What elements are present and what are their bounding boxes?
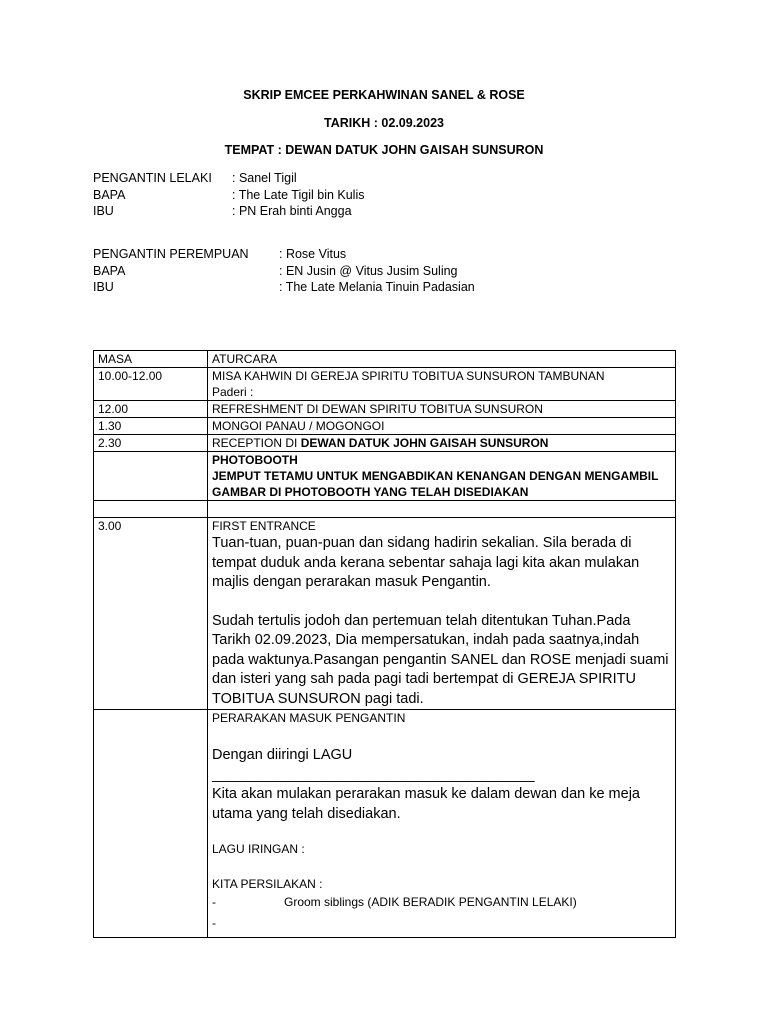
row-event	[208, 435, 676, 452]
row-time: 1.30	[94, 418, 208, 435]
groom-row	[93, 170, 593, 187]
first-entrance-para1: Tuan-tuan, puan-puan dan sidang hadirin sekalian. Sila berada di tempat duduk anda kerana sebentar sahaja lagi kita akan mulakan majlis dengan perarakan masuk Pengantin.	[212, 535, 640, 590]
groom-label: PENGANTIN LELAKI	[93, 171, 212, 185]
bride-row	[93, 246, 593, 263]
bride-mother-row	[93, 279, 593, 296]
groom-father-row	[93, 187, 593, 204]
groom-father-label: BAPA	[93, 187, 126, 202]
event-venue: DEWAN DATUK JOHN GAISAH SUNSURON	[300, 436, 549, 450]
row-event	[208, 518, 676, 710]
row-time: 12.00	[94, 401, 208, 418]
row-time: 10.00-12.00	[94, 368, 208, 401]
row-event	[208, 501, 676, 518]
groom-father-value: : The Late Tigil bin Kulis	[232, 187, 365, 202]
event-prefix: RECEPTION DI	[212, 436, 301, 450]
table-row	[94, 518, 676, 710]
table-row	[94, 401, 676, 418]
table-row	[94, 435, 676, 452]
row-time: 3.00	[94, 518, 208, 710]
bride-mother-label: IBU	[93, 280, 114, 294]
groom-mother-label: IBU	[93, 204, 114, 218]
row-event	[208, 452, 676, 501]
kita-persilakan: KITA PERSILAKAN :	[212, 877, 323, 891]
row-time	[94, 501, 208, 518]
table-row	[94, 418, 676, 435]
row-event	[208, 368, 676, 401]
dash-marker: -	[212, 895, 216, 909]
song-line: Dengan diiringi LAGU ________________________________________	[212, 747, 535, 783]
header-aturcara: ATURCARA	[208, 351, 676, 368]
bride-father-row	[93, 263, 593, 280]
schedule-table	[93, 350, 676, 938]
lagu-iringan: LAGU IRINGAN :	[212, 842, 305, 856]
document-date: TARIKH : 02.09.2023	[324, 116, 444, 130]
row-event: MONGOI PANAU / MOGONGOI	[208, 418, 676, 435]
row-event	[208, 710, 676, 938]
groom-mother-row	[93, 203, 593, 220]
bride-father-value: : EN Jusin @ Vitus Jusim Suling	[279, 263, 458, 278]
table-header-row	[94, 351, 676, 368]
event-text: MISA KAHWIN DI GEREJA SPIRITU TOBITUA SUNSURON TAMBUNAN	[212, 369, 605, 383]
list-item-text: Groom siblings (ADIK BERADIK PENGANTIN LELAKI)	[284, 895, 577, 909]
groom-mother-value: : PN Erah binti Angga	[232, 204, 352, 218]
bride-mother-value: : The Late Melania Tinuin Padasian	[279, 280, 475, 294]
list-item	[212, 894, 671, 912]
event-priest: Paderi :	[212, 385, 254, 399]
row-event: REFRESHMENT DI DEWAN SPIRITU TOBITUA SUNSURON	[208, 401, 676, 418]
bride-label: PENGANTIN PEREMPUAN	[93, 247, 249, 261]
march-line: Kita akan mulakan perarakan masuk ke dalam dewan dan ke meja utama yang telah disediakan.	[212, 786, 640, 822]
header-masa: MASA	[94, 351, 208, 368]
first-entrance-heading: FIRST ENTRANCE	[212, 519, 316, 533]
bride-father-label: BAPA	[93, 263, 126, 278]
table-row	[94, 710, 676, 938]
row-time: 2.30	[94, 435, 208, 452]
groom-info	[93, 170, 593, 220]
perarakan-heading: PERARAKAN MASUK PENGANTIN	[212, 711, 406, 725]
document-venue: TEMPAT : DEWAN DATUK JOHN GAISAH SUNSURON	[224, 143, 544, 157]
document-title: SKRIP EMCEE PERKAHWINAN SANEL & ROSE	[243, 88, 525, 102]
table-row	[94, 501, 676, 518]
photobooth-heading: PHOTOBOOTH	[212, 453, 298, 467]
bride-value: : Rose Vitus	[279, 247, 347, 261]
list-item	[212, 915, 671, 933]
table-row	[94, 452, 676, 501]
groom-value: : Sanel Tigil	[232, 171, 297, 185]
first-entrance-para2: Sudah tertulis jodoh dan pertemuan telah ditentukan Tuhan.Pada Tarikh 02.09.2023, Dia mempersatukan, indah pada saatnya,indah pada waktunya.Pasangan pengantin SANEL dan ROSE menjadi suami dan isteri yang sah pada pagi tadi bertempat di GEREJA SPIRITU TOBITUA SUNSURON pagi tadi.	[212, 612, 669, 707]
dash-marker: -	[212, 916, 216, 930]
bride-info	[93, 246, 593, 296]
row-time	[94, 710, 208, 938]
row-time	[94, 452, 208, 501]
table-row	[94, 368, 676, 401]
photobooth-text: JEMPUT TETAMU UNTUK MENGABDIKAN KENANGAN DENGAN MENGAMBIL GAMBAR DI PHOTOBOOTH YANG TELAH DISEDIAKAN	[212, 469, 659, 499]
